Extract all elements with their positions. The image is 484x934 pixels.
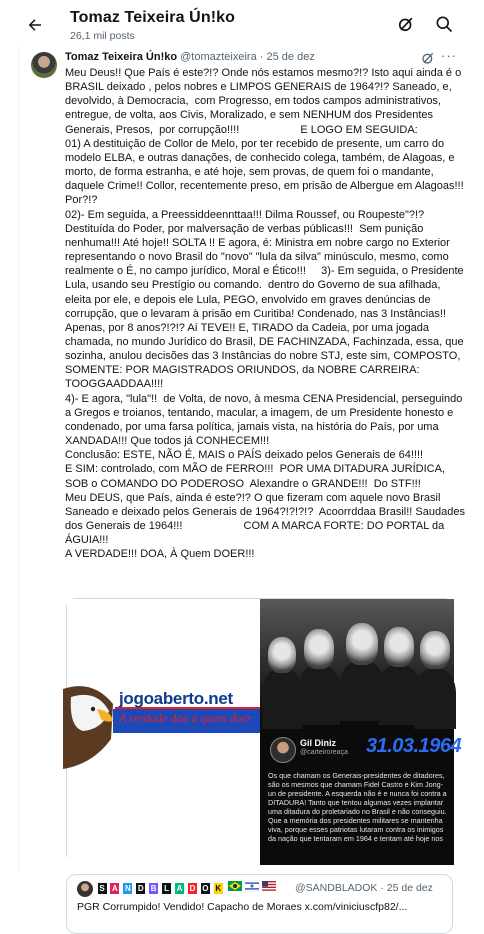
name-letter: D bbox=[137, 884, 144, 893]
grok-icon[interactable] bbox=[396, 14, 416, 34]
general-5-face bbox=[420, 631, 450, 669]
separator-dot: · bbox=[380, 882, 387, 894]
general-5 bbox=[414, 669, 456, 729]
quoted-author-handle: @carteiroreaça bbox=[300, 749, 348, 756]
quoted-handle[interactable]: @SANDBLADOK bbox=[295, 882, 378, 894]
quoted-date[interactable]: 25 de dez bbox=[386, 882, 433, 894]
author-handle[interactable]: @tomazteixeira bbox=[180, 51, 257, 63]
name-letter: O bbox=[202, 884, 209, 893]
general-2-face bbox=[304, 629, 334, 669]
general-1 bbox=[262, 669, 302, 729]
quoted-author-name: Gil Diniz bbox=[300, 738, 336, 748]
quoted-text: PGR Corrumpido! Vendido! Capacho de Moraes x.com/viniciuscfp82/... bbox=[77, 901, 408, 913]
author-name[interactable]: Tomaz Teixeira Ún!ko bbox=[65, 51, 178, 63]
name-letter: A bbox=[112, 884, 118, 893]
general-3-face bbox=[346, 623, 378, 665]
more-options-button[interactable]: ··· bbox=[441, 48, 457, 63]
post-date[interactable]: 25 de dez bbox=[266, 51, 315, 63]
profile-title: Tomaz Teixeira Ún!ko bbox=[70, 9, 235, 26]
quoted-meta bbox=[295, 882, 433, 894]
name-letter: B bbox=[150, 884, 157, 893]
back-button[interactable] bbox=[22, 12, 48, 38]
quoted-name[interactable] bbox=[97, 881, 276, 894]
general-1-face bbox=[268, 637, 296, 673]
quoted-avatar[interactable] bbox=[77, 881, 93, 897]
brazil-flag-icon bbox=[228, 881, 242, 891]
quoted-author-avatar bbox=[270, 737, 296, 763]
general-4-face bbox=[384, 627, 414, 667]
name-letter: S bbox=[99, 884, 105, 893]
top-bar bbox=[0, 0, 484, 46]
post-count: 26,1 mil posts bbox=[70, 30, 135, 42]
author-avatar[interactable] bbox=[31, 52, 57, 78]
general-2 bbox=[298, 665, 340, 725]
name-letter: N bbox=[124, 884, 131, 893]
generals-photo bbox=[260, 599, 454, 719]
post-text: Meu Deus!! Que País é este?!? Onde nós estamos mesmo?!? Isto aqui ainda é o BRASIL deixado , pelos nobres e LIMPOS GENERAIS de 1964?!? Saneado, e, devolvido, à Democracia, com Progresso, em todos campos administrativos, entregue, de volta, aos Civis, Moralizado, e sem NENHUM dos Presidentes Generais, Presos, por corrupção!!!! E LOGO EM SEGUIDA: 01) A destituição de Collor de Melo, por ter recebido de presente, um carro do modelo ELBA, e outras danações, de conhecido colega, também, de Alagoas, e morto, de forma estranha, e até hoje, sem provas, de quem foi o mandante, daquele Crime!! Collor, recentemente preso, em prisão de Albergue em Alagoas!!! Por?!? 02)- Em seguida, a Preessiddeennttaa!!! Dilma Roussef, ou Roupeste"?!? Destituída do Poder, por malversação de verbas públicas!!! Sem punição nenhuma!!! Até hoje!! SOLTA !! E agora, é: Ministra em nobre cargo no Exterior representando o novo Brasil do "novo" "lula da silva" minúsculo, mesmo, como realmente o É, no campo jurídico, Moral e Ético!!! 3)- Em seguida, o Presidente Lula, usando seu Prestígio ou comando. dentro do Governo de sua afilhada, eleita por ele, e depois ele Lula, PEGO, envolvido em graves denúncias de corrupção, que o levaram à prisão em Curitiba! Condenado, nas 3 Instâncias!! Apenas, por 8 anos?!?!? Aí TEVE!! E, TIRADO da Cadeia, por uma jogada chamada, no mundo Jurídico do Brasil, DE FACHINZADA, Fachinzada, essa, que sozinha, anulou decisões das 3 Instâncias do nobre STJ, este sim, COMPOSTO, SOMENTE: POR MAGISTRADOS ORIUNDOS, da NOBRE CARREIRA: TOOGGAADDAA!!!! 4)- E agora, "lula"!! de Volta, de novo, à mesma CENA Presidencial, perseguindo a Gregos e troianos, tentando, macular, a imagem, de um Presidente honesto e condenado, por uma farsa política, jamais vista, na história do País, por uma XANDADA!!! Que todos já CONHECEM!!! Conclusão: ESTE, NÃO É, MAIS o PAÍS deixado pelos Generais de 64!!!! E SIM: controlado, com MÃO de FERRO!!! POR UMA DITADURA JURÍDICA, SOB o COMANDO DO PODEROSO Alexandre o GRANDE!!! Do STF!!! Meu DEUS, que País, ainda é este?!? O que fizeram com aquele novo Brasil Saneado e deixado pelos Generais de 1964?!?!?!? Acoorrddaa Brasil!! Saudades dos Generais de 1964!!! COM A MARCA FORTE: DO PORTAL da ÁGUIA!!! A VERDADE!!! DOA, À Quem DOER!!! bbox=[65, 67, 465, 561]
quoted-post[interactable] bbox=[66, 874, 453, 934]
eagle-icon bbox=[63, 679, 113, 774]
name-letter: L bbox=[162, 883, 171, 894]
image-jogoaberto[interactable] bbox=[67, 599, 260, 865]
site-name: jogoaberto.net bbox=[119, 689, 233, 708]
media-attachment[interactable] bbox=[66, 598, 462, 864]
grok-icon[interactable] bbox=[420, 50, 436, 66]
date-stamp: 31.03.1964 bbox=[366, 735, 462, 757]
separator-dot: · bbox=[259, 51, 264, 63]
name-letter: D bbox=[189, 884, 196, 893]
israel-flag-icon bbox=[245, 881, 259, 891]
post[interactable] bbox=[18, 46, 484, 913]
post-header bbox=[65, 51, 315, 63]
search-icon[interactable] bbox=[434, 14, 454, 34]
image-quote-text: Os que chamam os Generais-presidentes de ditadores, são os mesmos que chamam Fidel Castro e Kim Jong-un de presidente. A esquerda não é e nunca foi contra a DITADURA! Tanto que tentou algumas vezes implantar uma ditadura do proletariado no Brasil e não conseguiu. Que a memória dos presidentes militares se mantenha viva, porque esses patriotas lutaram contra os inimigos da nação que tentaram em 1964 e tentam até hoje nos bbox=[268, 771, 447, 843]
name-letter: K bbox=[215, 884, 222, 893]
name-letter: A bbox=[176, 884, 183, 893]
arrow-left-icon bbox=[26, 16, 44, 34]
image-generais[interactable] bbox=[260, 599, 462, 865]
site-slogan: A verdade doa a quem doer bbox=[119, 711, 252, 725]
usa-flag-icon bbox=[262, 881, 276, 891]
